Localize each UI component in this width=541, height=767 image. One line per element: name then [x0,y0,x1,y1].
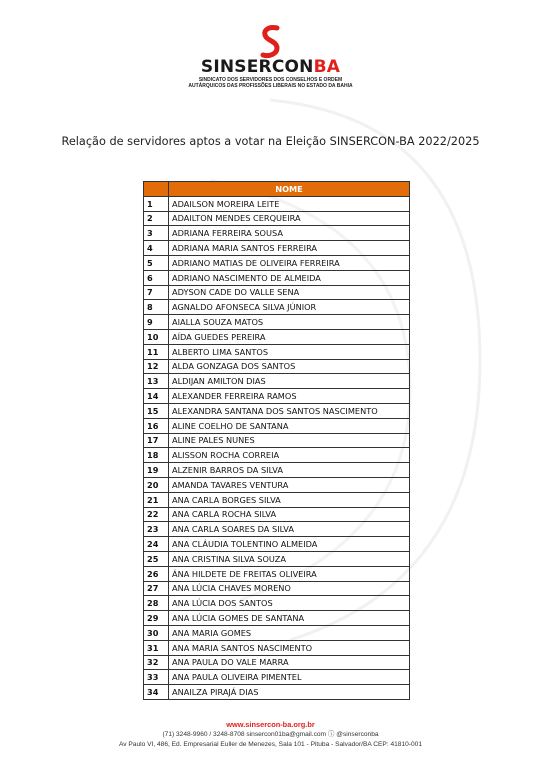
row-number: 5 [144,255,169,270]
row-number: 29 [144,611,169,626]
row-number: 6 [144,270,169,285]
sinsercon-logo-icon [258,24,284,60]
row-name: ÁNA HILDETE DE FREITAS OLIVEIRA [169,566,410,581]
name-column-header: NOME [169,182,410,197]
row-name: ALEXANDER FERREIRA RAMOS [169,389,410,404]
table-row [144,315,410,330]
footer-contact: (71) 3248-9960 / 3248-8708 sinsercon01ba@gmail.com ⓘ @sinserconba [162,731,379,738]
row-name: AGNALDO AFONSECA SILVA JÚNIOR [169,300,410,315]
page-title: Relação de servidores aptos a votar na Eleição SINSERCON-BA 2022/2025 [61,135,480,148]
row-number: 31 [144,640,169,655]
table-row [144,211,410,226]
row-number: 19 [144,463,169,478]
row-name: ADRIANO MATIAS DE OLIVEIRA FERREIRA [169,255,410,270]
table-row [144,522,410,537]
row-name: ANA LÚCIA DOS SANTOS [169,596,410,611]
row-name: ANA CARLA BORGES SILVA [169,492,410,507]
row-number: 14 [144,389,169,404]
table-row [144,359,410,374]
row-number: 30 [144,625,169,640]
row-name: ANA MARIA SANTOS NASCIMENTO [169,640,410,655]
table-row [144,329,410,344]
row-name: AÍDA GUEDES PEREIRA [169,329,410,344]
table-row [144,625,410,640]
row-name: ADRIANA FERREIRA SOUSA [169,226,410,241]
table-header-row [144,182,410,197]
row-name: ANA MARIA GOMES [169,625,410,640]
row-name: ADRIANO NASCIMENTO DE ALMEIDA [169,270,410,285]
row-name: ALZENIR BARROS DA SILVA [169,463,410,478]
row-number: 1 [144,196,169,211]
row-number: 11 [144,344,169,359]
table-row [144,389,410,404]
table-row [144,433,410,448]
table-row [144,270,410,285]
table-row [144,403,410,418]
row-number: 13 [144,374,169,389]
row-number: 32 [144,655,169,670]
table-row [144,196,410,211]
row-name: ALINE PALES NUNES [169,433,410,448]
row-number: 33 [144,670,169,685]
table-row [144,670,410,685]
row-number: 18 [144,448,169,463]
row-number: 9 [144,315,169,330]
table-row [144,226,410,241]
table-row [144,685,410,700]
row-name: ALDA GONZAGA DOS SANTOS [169,359,410,374]
row-name: ANA PAULA OLIVEIRA PIMENTEL [169,670,410,685]
row-number: 24 [144,537,169,552]
row-number: 17 [144,433,169,448]
table-row [144,344,410,359]
table-row [144,537,410,552]
logo-subtitle-line2: AUTÁRQUICOS DAS PROFISSÕES LIBERAIS NO ESTADO DA BAHIA [188,83,353,89]
footer-address: Av Paulo VI, 486, Ed. Empresarial Euller de Menezes, Sala 101 - Pituba - Salvador/BA CEP: 41810-001 [119,741,422,748]
row-number: 15 [144,403,169,418]
row-name: ANA CARLA ROCHA SILVA [169,507,410,522]
row-name: ALBERTO LIMA SANTOS [169,344,410,359]
row-number: 2 [144,211,169,226]
table-row [144,551,410,566]
row-name: AMANDA TAVARES VENTURA [169,477,410,492]
row-number: 26 [144,566,169,581]
table-row [144,507,410,522]
row-number: 28 [144,596,169,611]
row-name: AIALLA SOUZA MATOS [169,315,410,330]
row-name: ALINE COELHO DE SANTANA [169,418,410,433]
table-row [144,581,410,596]
row-name: ADAILTON MENDES CERQUEIRA [169,211,410,226]
row-name: ALDIJAN AMILTON DIAS [169,374,410,389]
row-name: ALISSON ROCHA CORREIA [169,448,410,463]
table-row [144,655,410,670]
row-number: 20 [144,477,169,492]
logo-subtitle [0,77,541,89]
row-name: ANA CARLA SOARES DA SILVA [169,522,410,537]
table-row [144,463,410,478]
table-row [144,285,410,300]
table-row [144,374,410,389]
voters-table [143,181,410,700]
row-name: ADRIANA MARIA SANTOS FERREIRA [169,241,410,256]
row-name: ANA CLÁUDIA TOLENTINO ALMEIDA [169,537,410,552]
row-number: 25 [144,551,169,566]
row-number: 16 [144,418,169,433]
table-row [144,418,410,433]
table-row [144,477,410,492]
row-name: ANA CRISTINA SILVA SOUZA [169,551,410,566]
table-row [144,566,410,581]
row-number: 4 [144,241,169,256]
table-row [144,611,410,626]
row-number: 3 [144,226,169,241]
row-number: 7 [144,285,169,300]
footer [0,720,541,750]
row-name: ANAILZA PIRAJÁ DIAS [169,685,410,700]
row-number: 27 [144,581,169,596]
row-name: ADAILSON MOREIRA LEITE [169,196,410,211]
row-name: ALEXANDRA SANTANA DOS SANTOS NASCIMENTO [169,403,410,418]
logo-wordmark [0,57,541,77]
table-row [144,300,410,315]
row-number: 23 [144,522,169,537]
row-name: ANA PAULA DO VALE MARRA [169,655,410,670]
row-name: ANA LÚCIA GOMES DE SANTANA [169,611,410,626]
row-name: ANA LÚCIA CHAVES MORENO [169,581,410,596]
logo-name-main: SINSERCON [200,57,314,77]
number-column-header [144,182,169,197]
table-row [144,492,410,507]
row-number: 34 [144,685,169,700]
table-row [144,448,410,463]
table-row [144,596,410,611]
row-number: 8 [144,300,169,315]
row-name: ADYSON CADE DO VALLE SENA [169,285,410,300]
logo-subtitle-line1: SINDICATO DOS SERVIDORES DOS CONSELHOS E ORDEM [198,77,343,83]
row-number: 10 [144,329,169,344]
logo-name-accent: BA [313,57,341,77]
row-number: 21 [144,492,169,507]
table-row [144,640,410,655]
row-number: 22 [144,507,169,522]
footer-website[interactable]: www.sinsercon-ba.org.br [226,720,315,729]
table-row [144,255,410,270]
table-row [144,241,410,256]
row-number: 12 [144,359,169,374]
